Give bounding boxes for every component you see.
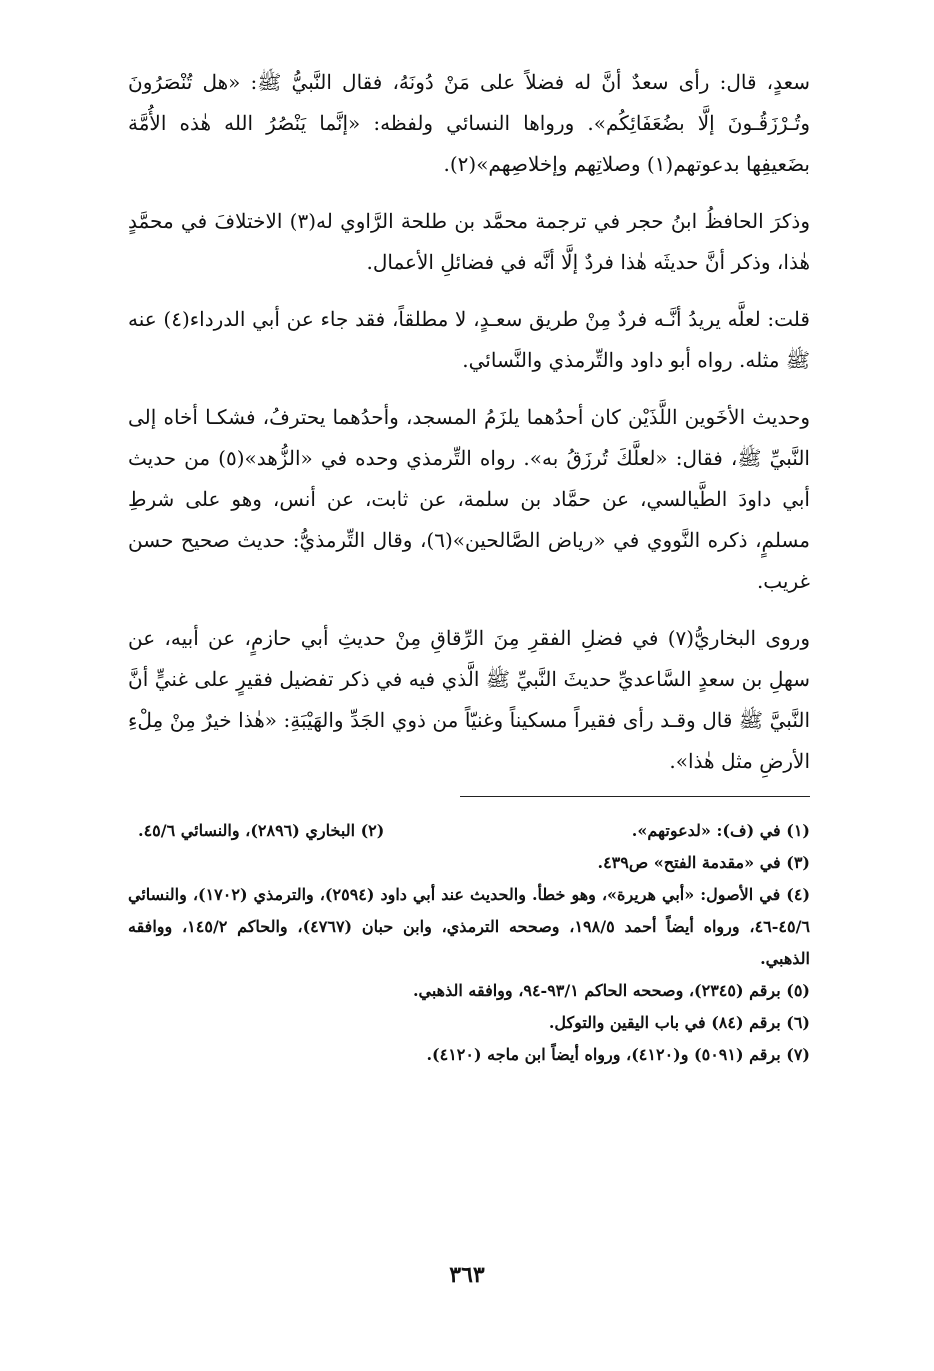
footnote-5: (٥) برقم (٢٣٤٥)، وصححه الحاكم ٩٣/١-٩٤، ووافقه الذهبي.: [412, 981, 810, 1000]
body-paragraph-4: وحديث الأخَوين اللَّذَيْن كان أحدُهما يلزَمُ المسجد، وأحدُهما يحترفُ، فشكـا أخاه إلى النَّبيِّ ﷺ، فقال: «لعلَّكَ تُرزَقُ به». رواه التِّرمذي وحده في «الزُّهد»(٥) من حديث أبي داودَ الطَّيالسي، عن حمَّاد بن سلمة، عن ثابت، عن أنس، وهو على شرطِ مسلمٍ، ذكره النَّووي في «رياض الصَّالحين»(٦)، وقال التِّرمذيُّ: حديث صحيح حسن غريب.: [128, 405, 811, 593]
page-number: ٣٦٣: [449, 1262, 485, 1288]
separator-line: [460, 796, 810, 797]
body-paragraph-5: وروى البخاريُّ(٧) في فضلِ الفقرِ مِنَ الرِّقاقِ مِنْ حديثِ أبي حازمٍ، عن أبيه، عن سهلِ بن سعدٍ السَّاعديِّ حديثَ النَّبيِّ ﷺ الَّذي فيه في ذكر تفضيل فقيرٍ على غنيٍّ أنَّ النَّبيَّ ﷺ قال وقـد رأى فقيراً مسكيناً وغنيّاً من ذوي الجَدِّ والهَيْبَةِ: «هٰذا خيرٌ مِنْ مِلْءِ الأرضِ مثل هٰذا».: [128, 626, 810, 773]
footnote-6: (٦) برقم (٨٤) في باب اليقين والتوكل.: [548, 1013, 810, 1032]
footnote-1: (١) في (ف): «لدعوتهم».: [631, 821, 810, 840]
footnote-7: (٧) برقم (٥٠٩١) و(٤١٢٠)، ورواه أيضاً ابن ماجه (٤١٢٠).: [426, 1045, 810, 1064]
footnote-separator: [128, 796, 810, 797]
footnotes-section: [128, 815, 810, 1071]
body-paragraph-3: قلت: لعلَّه يريدُ أنَّـه فردٌ مِنْ طريق سعـدٍ، لا مطلقاً، فقد جاء عن أبي الدرداء(٤) عنه ﷺ مثله. رواه أبو داود والتِّرمذي والنَّسائي.: [128, 307, 810, 372]
footnote-3: (٣) في «مقدمة الفتح» ص٤٣٩.: [597, 853, 810, 872]
footnote-4: (٤) في الأصول: «أبي هريرة»، وهو خطأ. والحديث عند أبي داود (٢٥٩٤)، والترمذي (١٧٠٢)، والنسائي ٤٥/٦-٤٦، ورواه أيضاً أحمد ١٩٨/٥، وصححه الترمذي، وابن حبان (٤٧٦٧)، والحاكم ١٤٥/٢، ووافقه الذهبي.: [128, 885, 811, 968]
body-paragraph-2: وذكرَ الحافظُ ابنُ حجر في ترجمة محمَّد بن طلحة الرَّاوي له(٣) الاختلافَ في محمَّدٍ هٰذا، وذكر أنَّ حديثَه هٰذا فردٌ إلَّا أنَّه في فضائلِ الأعمال.: [128, 209, 810, 274]
body-paragraph-1: سعدٍ، قال: رأى سعدٌ أنَّ له فضلاً على مَنْ دُونَهُ، فقال النَّبيُّ ﷺ: «هل تُنْصَرُونَ وتُـرْزَقُـونَ إلَّا بضُعَفَائِكُم». ورواها النسائي ولفظه: «إنَّما يَنْصُرُ الله هٰذه الأُمَّة بضَعيفِها بدعوتهم(١) وصلاتِهم وإخلاصِهم»(٢).: [128, 70, 810, 176]
footnote-2: (٢) البخاري (٢٨٩٦)، والنسائي ٤٥/٦.: [138, 821, 385, 840]
page-content: [128, 62, 810, 1071]
footnote-row-1-2: [128, 815, 810, 847]
